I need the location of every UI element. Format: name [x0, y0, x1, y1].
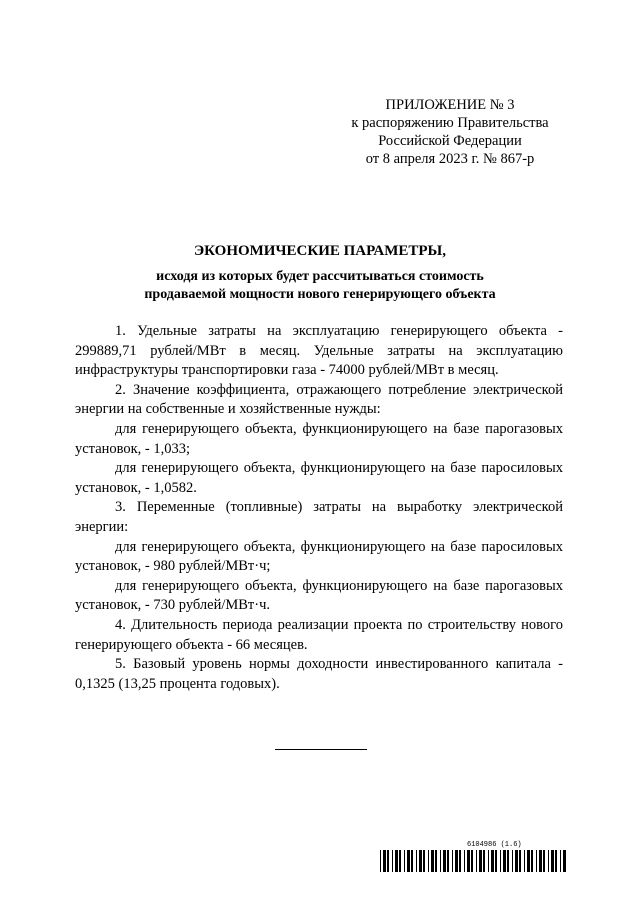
- document-body: [75, 322, 563, 694]
- document-code: 6104986 (1.6): [467, 841, 522, 849]
- end-divider: [275, 749, 367, 750]
- paragraph-3-item-2: для генерирующего объекта, функционирующего на базе парогазовых установок, - 730 рублей/МВт·ч.: [75, 577, 563, 614]
- barcode-bar: [563, 850, 566, 872]
- barcode-bar: [483, 850, 485, 872]
- paragraph-5: 5. Базовый уровень нормы доходности инвестированного капитала - 0,1325 (13,25 процента годовых).: [75, 656, 563, 692]
- barcode-bar: [411, 850, 413, 872]
- barcode: [380, 850, 566, 872]
- paragraph-3-item-1: для генерирующего объекта, функционирующего на базе паросиловых установок, - 980 рублей/МВт·ч;: [75, 538, 563, 575]
- barcode-bar: [555, 850, 557, 872]
- barcode-bar: [491, 850, 494, 872]
- paragraph-1: 1. Удельные затраты на эксплуатацию генерирующего объекта - 299889,71 рублей/МВт в месяц. Удельные затраты на эксплуатацию инфраструктуры транспортировки газа - 74000 рублей/МВт в месяц.: [75, 323, 563, 379]
- barcode-bar: [560, 850, 561, 872]
- barcode-bar: [548, 850, 549, 872]
- barcode-bar: [419, 850, 422, 872]
- barcode-bar: [515, 850, 518, 872]
- barcode-bar: [407, 850, 410, 872]
- barcode-bar: [447, 850, 449, 872]
- barcode-bar: [464, 850, 465, 872]
- appendix-authority: Российской Федерации: [378, 133, 522, 149]
- barcode-bar: [471, 850, 473, 872]
- barcode-bar: [404, 850, 405, 872]
- appendix-date: от 8 апреля 2023 г. № 867-р: [365, 151, 535, 167]
- barcode-bar: [399, 850, 401, 872]
- barcode-bar: [479, 850, 482, 872]
- barcode-bar: [543, 850, 545, 872]
- barcode-bar: [423, 850, 425, 872]
- barcode-bar: [428, 850, 429, 872]
- appendix-number: ПРИЛОЖЕНИЕ № 3: [385, 97, 515, 113]
- paragraph-3: 3. Переменные (топливные) затраты на выработку электрической энергии:: [75, 499, 563, 535]
- subtitle-line-1: исходя из которых будет рассчитываться стоимость: [156, 269, 484, 284]
- barcode-bar: [551, 850, 554, 872]
- paragraph-2-item-2: для генерирующего объекта, функционирующего на базе паросиловых установок, - 1,0582.: [75, 460, 563, 496]
- barcode-bar: [431, 850, 434, 872]
- barcode-bar: [476, 850, 477, 872]
- document-title: ЭКОНОМИЧЕСКИЕ ПАРАМЕТРЫ,: [193, 243, 447, 259]
- barcode-bar: [443, 850, 446, 872]
- barcode-bar: [495, 850, 497, 872]
- barcode-bar: [512, 850, 513, 872]
- barcode-bar: [392, 850, 393, 872]
- appendix-header: [330, 96, 570, 168]
- barcode-bar: [452, 850, 453, 872]
- barcode-bar: [380, 850, 381, 872]
- barcode-bar: [467, 850, 470, 872]
- barcode-bar: [488, 850, 489, 872]
- paragraph-2-item-1: для генерирующего объекта, функционирующего на базе парогазовых установок, - 1,033;: [75, 420, 563, 457]
- subtitle-line-2: продаваемой мощности нового генерирующего объекта: [144, 287, 496, 302]
- barcode-bar: [416, 850, 417, 872]
- barcode-bar: [383, 850, 386, 872]
- barcode-bar: [459, 850, 461, 872]
- paragraph-4: 4. Длительность периода реализации проекта по строительству нового генерирующего объекта - 66 месяцев.: [75, 616, 563, 653]
- barcode-bar: [524, 850, 525, 872]
- barcode-bar: [536, 850, 537, 872]
- barcode-bar: [519, 850, 521, 872]
- barcode-bar: [435, 850, 437, 872]
- barcode-bar: [455, 850, 458, 872]
- barcode-bar: [395, 850, 398, 872]
- barcode-bar: [539, 850, 542, 872]
- barcode-bar: [531, 850, 533, 872]
- document-subtitle: [0, 268, 640, 304]
- barcode-bar: [440, 850, 441, 872]
- paragraph-2: 2. Значение коэффициента, отражающего потребление электрической энергии на собственные и хозяйственные нужды:: [75, 381, 563, 418]
- appendix-reference: к распоряжению Правительства: [351, 115, 549, 131]
- barcode-bar: [387, 850, 389, 872]
- barcode-bar: [527, 850, 530, 872]
- barcode-bar: [507, 850, 509, 872]
- barcode-bar: [500, 850, 501, 872]
- barcode-bar: [503, 850, 506, 872]
